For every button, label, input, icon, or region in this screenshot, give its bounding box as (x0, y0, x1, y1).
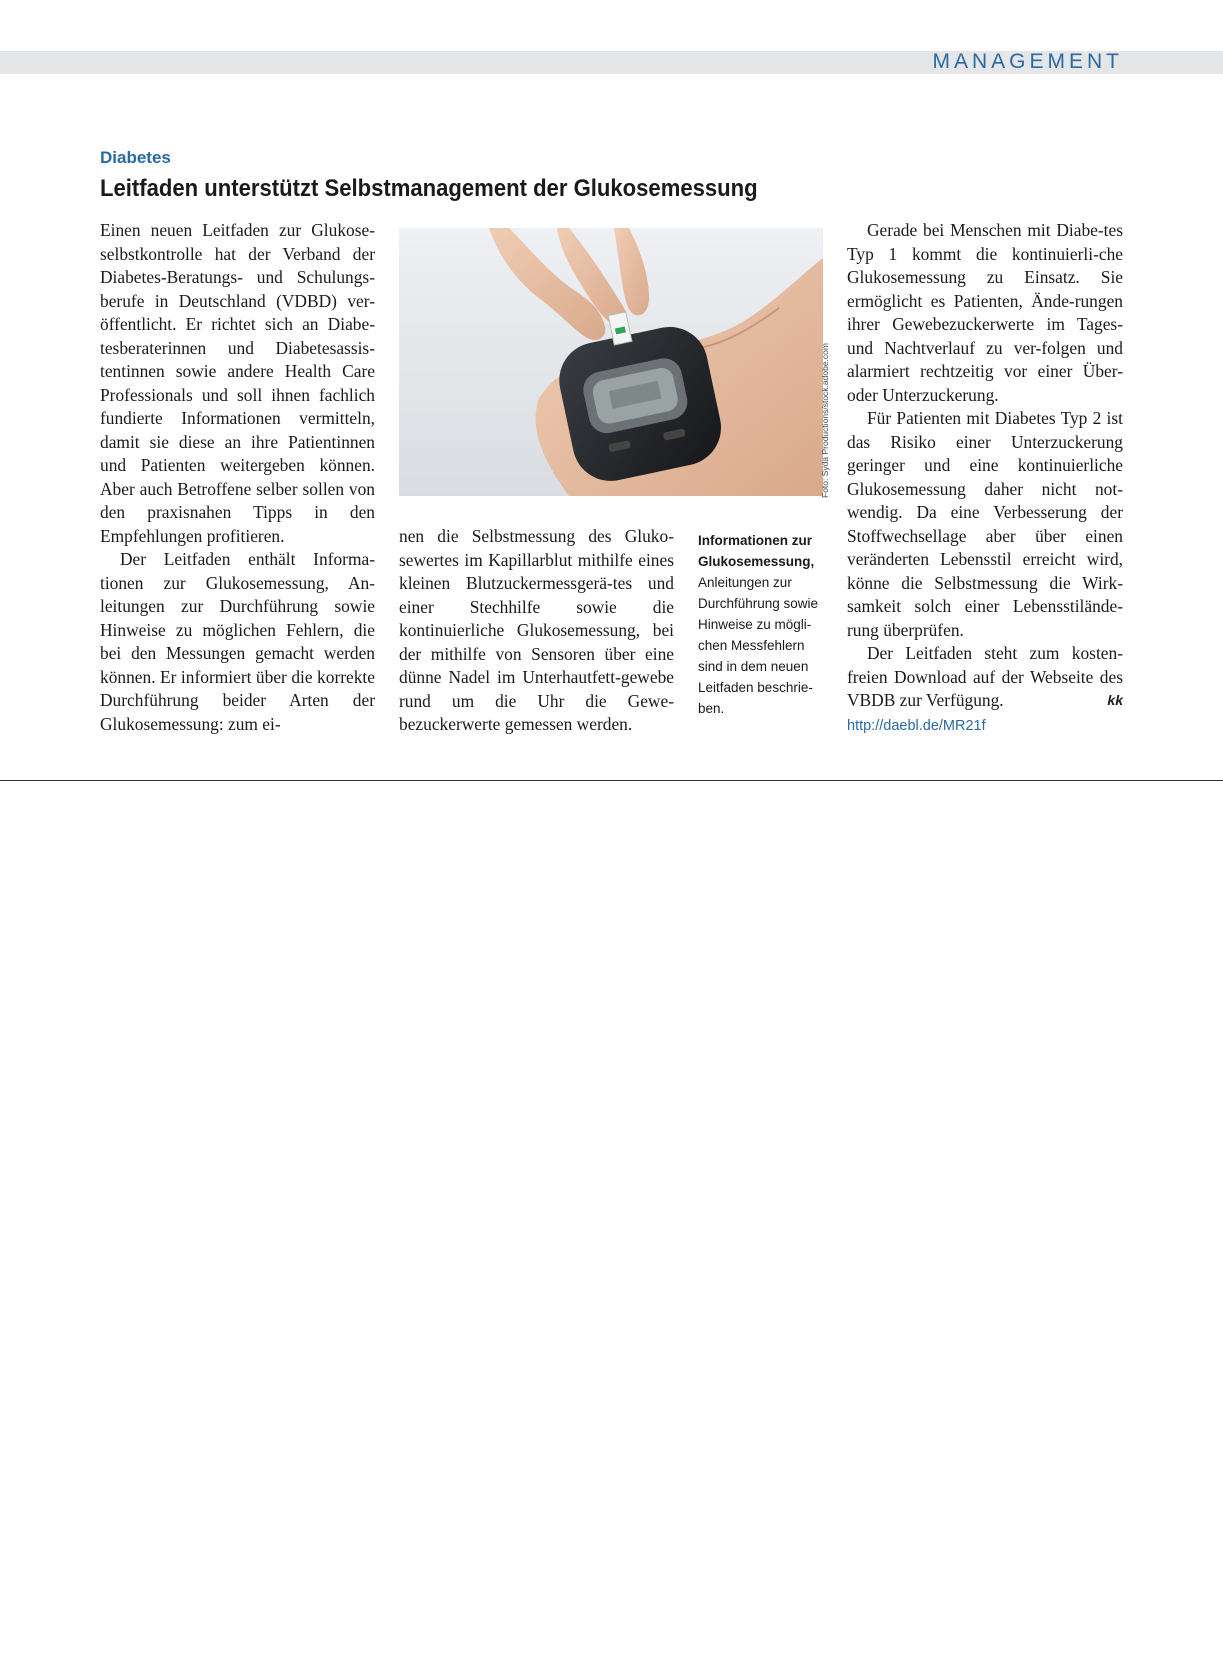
paragraph: Gerade bei Menschen mit Diabe-tes Typ 1 kommt die kontinuierli-che Glukosemessung zu Einsatz. Sie ermöglicht es Patienten, Ände-rungen ihrer Gewebezuckerwerte im Tages- und Nachtverlauf zu ver-folgen und alarmiert rechtzeitig vor einer Über- oder Unterzuckerung. (847, 220, 1123, 405)
text-column-3 (847, 219, 1123, 738)
text-column-1 (100, 219, 375, 736)
paragraph: Für Patienten mit Diabetes Typ 2 ist das Risiko einer Unterzuckerung geringer und eine kontinuierliche Glukosemessung daher nicht not-wendig. Da eine Verbesserung der Stoffwechsellage aber über einen veränderten Lebensstil erreicht wird, könne die Selbstmessung die Wirk-samkeit solch einer Lebensstilände-rung überprüfen. (847, 408, 1123, 640)
paragraph: Einen neuen Leitfaden zur Glukose-selbstkontrolle hat der Verband der Diabetes-Beratungs- und Schulungs-berufe in Deutschland (VDBD) ver-öffentlicht. Er richtet sich an Diabe-tesberaterinnen und Diabetesassis-tentinnen sowie andere Health Care Professionals und soll ihnen fachlich fundierte Informationen vermitteln, damit sie diese an ihre Patientinnen und Patienten weitergeben können. Aber auch Betroffene selber sollen von den praxisnahen Tipps in den Empfehlungen profitieren. (100, 220, 375, 546)
paragraph: nen die Selbstmessung des Gluko-sewertes im Kapillarblut mithilfe eines kleinen Blutzuckermessgerä-tes und einer Stechhilfe sowie die kontinuierliche Glukosemessung, bei der mithilfe von Sensoren über eine dünne Nadel im Unterhautfett-gewebe rund um die Uhr die Gewe-bezuckerwerte gemessen werden. (399, 526, 674, 734)
download-link[interactable]: http://daebl.de/MR21f (847, 717, 986, 734)
article-kicker: Diabetes (100, 148, 171, 167)
author-initials: kk (1107, 692, 1123, 708)
section-label: MANAGEMENT (932, 50, 1123, 73)
glucose-meter-photo-illustration (399, 228, 823, 496)
photo-credit: Foto: Syda Productions/stock.adobe.com (820, 343, 830, 498)
photo-caption (698, 530, 826, 719)
paragraph-closing (847, 642, 1123, 713)
article-title: Leitfaden unterstützt Selbstmanagement der Glukosemessung (100, 175, 758, 202)
text-column-2 (399, 525, 674, 737)
article-photo (399, 228, 823, 496)
divider-line (0, 780, 1223, 781)
caption-lead: Informationen zur Glukosemessung, (698, 533, 815, 569)
paragraph: Der Leitfaden enthält Informa-tionen zur Glukosemessung, An-leitungen zur Durchführung sowie Hinweise zu möglichen Fehlern, die bei den Messungen gemacht werden können. Er informiert über die korrekte Durchführung beider Arten der Glukosemessung: zum ei- (100, 549, 375, 734)
closing-text: Der Leitfaden steht zum kosten-freien Download auf der Webseite des VBDB zur Verfügung. (847, 643, 1123, 710)
caption-text: Anleitungen zur Durchführung sowie Hinweise zu mögli-chen Messfehlern sind in dem neuen Leitfaden beschrie-ben. (698, 575, 819, 716)
